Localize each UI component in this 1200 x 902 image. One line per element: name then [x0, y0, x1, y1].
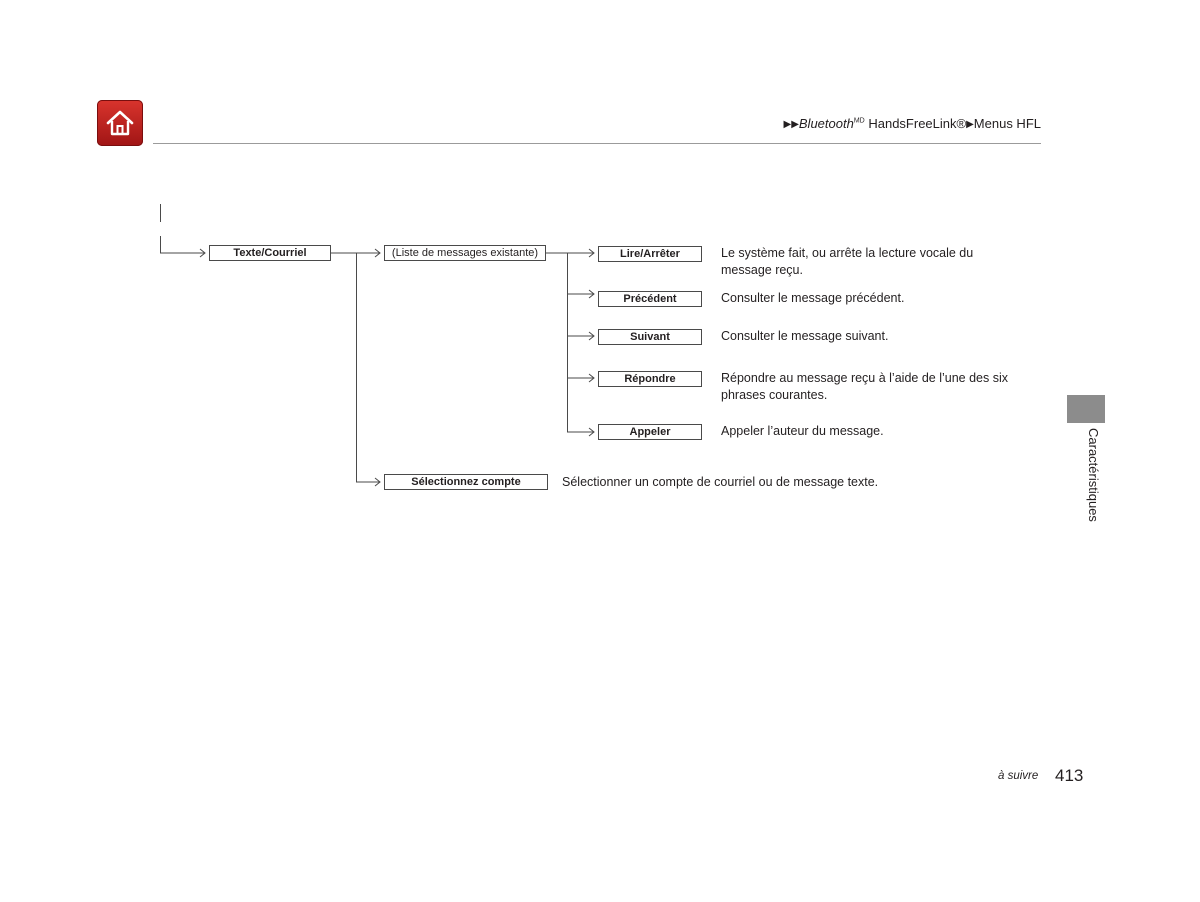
menu-item-appeler[interactable]: Appeler [598, 424, 702, 440]
breadcrumb-arrows: ▶▶ [783, 119, 799, 130]
continued-note: à suivre [998, 770, 1039, 782]
description-appeler [721, 423, 884, 440]
breadcrumb-handsfreelink[interactable]: HandsFreeLink® [868, 116, 967, 131]
page-number: 413 [1055, 766, 1084, 785]
description-line: phrases courantes. [721, 388, 828, 402]
description-line: Appeler l’auteur du message. [721, 424, 884, 438]
menu-item-suivant[interactable]: Suivant [598, 329, 702, 345]
description-line: message reçu. [721, 263, 803, 277]
description-line: Le système fait, ou arrête la lecture vocale du [721, 246, 974, 260]
breadcrumb-separator: ▶ [966, 119, 974, 130]
menu-item-texte-courriel[interactable]: Texte/Courriel [209, 245, 331, 261]
description-repondre [721, 370, 1008, 404]
description-precedent [721, 290, 904, 307]
description-line: Répondre au message reçu à l’aide de l’une des six [721, 371, 1008, 385]
menu-item-lire-arreter[interactable]: Lire/Arrêter [598, 246, 702, 262]
description-line: Consulter le message précédent. [721, 291, 905, 305]
description-suivant [721, 328, 888, 345]
menu-item-repondre[interactable]: Répondre [598, 371, 702, 387]
description-line: Consulter le message suivant. [721, 329, 889, 343]
menu-item-message-list[interactable]: (Liste de messages existante) [384, 245, 546, 261]
breadcrumb-bluetooth[interactable]: Bluetooth [798, 116, 854, 131]
menu-item-selectionnez-compte[interactable]: Sélectionnez compte [384, 474, 548, 490]
menu-item-precedent[interactable]: Précédent [598, 291, 702, 307]
breadcrumb-superscript: MD [853, 117, 865, 125]
description-lire-arreter [721, 245, 973, 279]
section-tab-label: Caractéristiques [1086, 428, 1101, 522]
description-selectionnez-compte: Sélectionner un compte de courriel ou de message texte. [562, 475, 879, 489]
section-tab[interactable] [1067, 395, 1105, 423]
breadcrumb-current: Menus HFL [973, 116, 1041, 131]
